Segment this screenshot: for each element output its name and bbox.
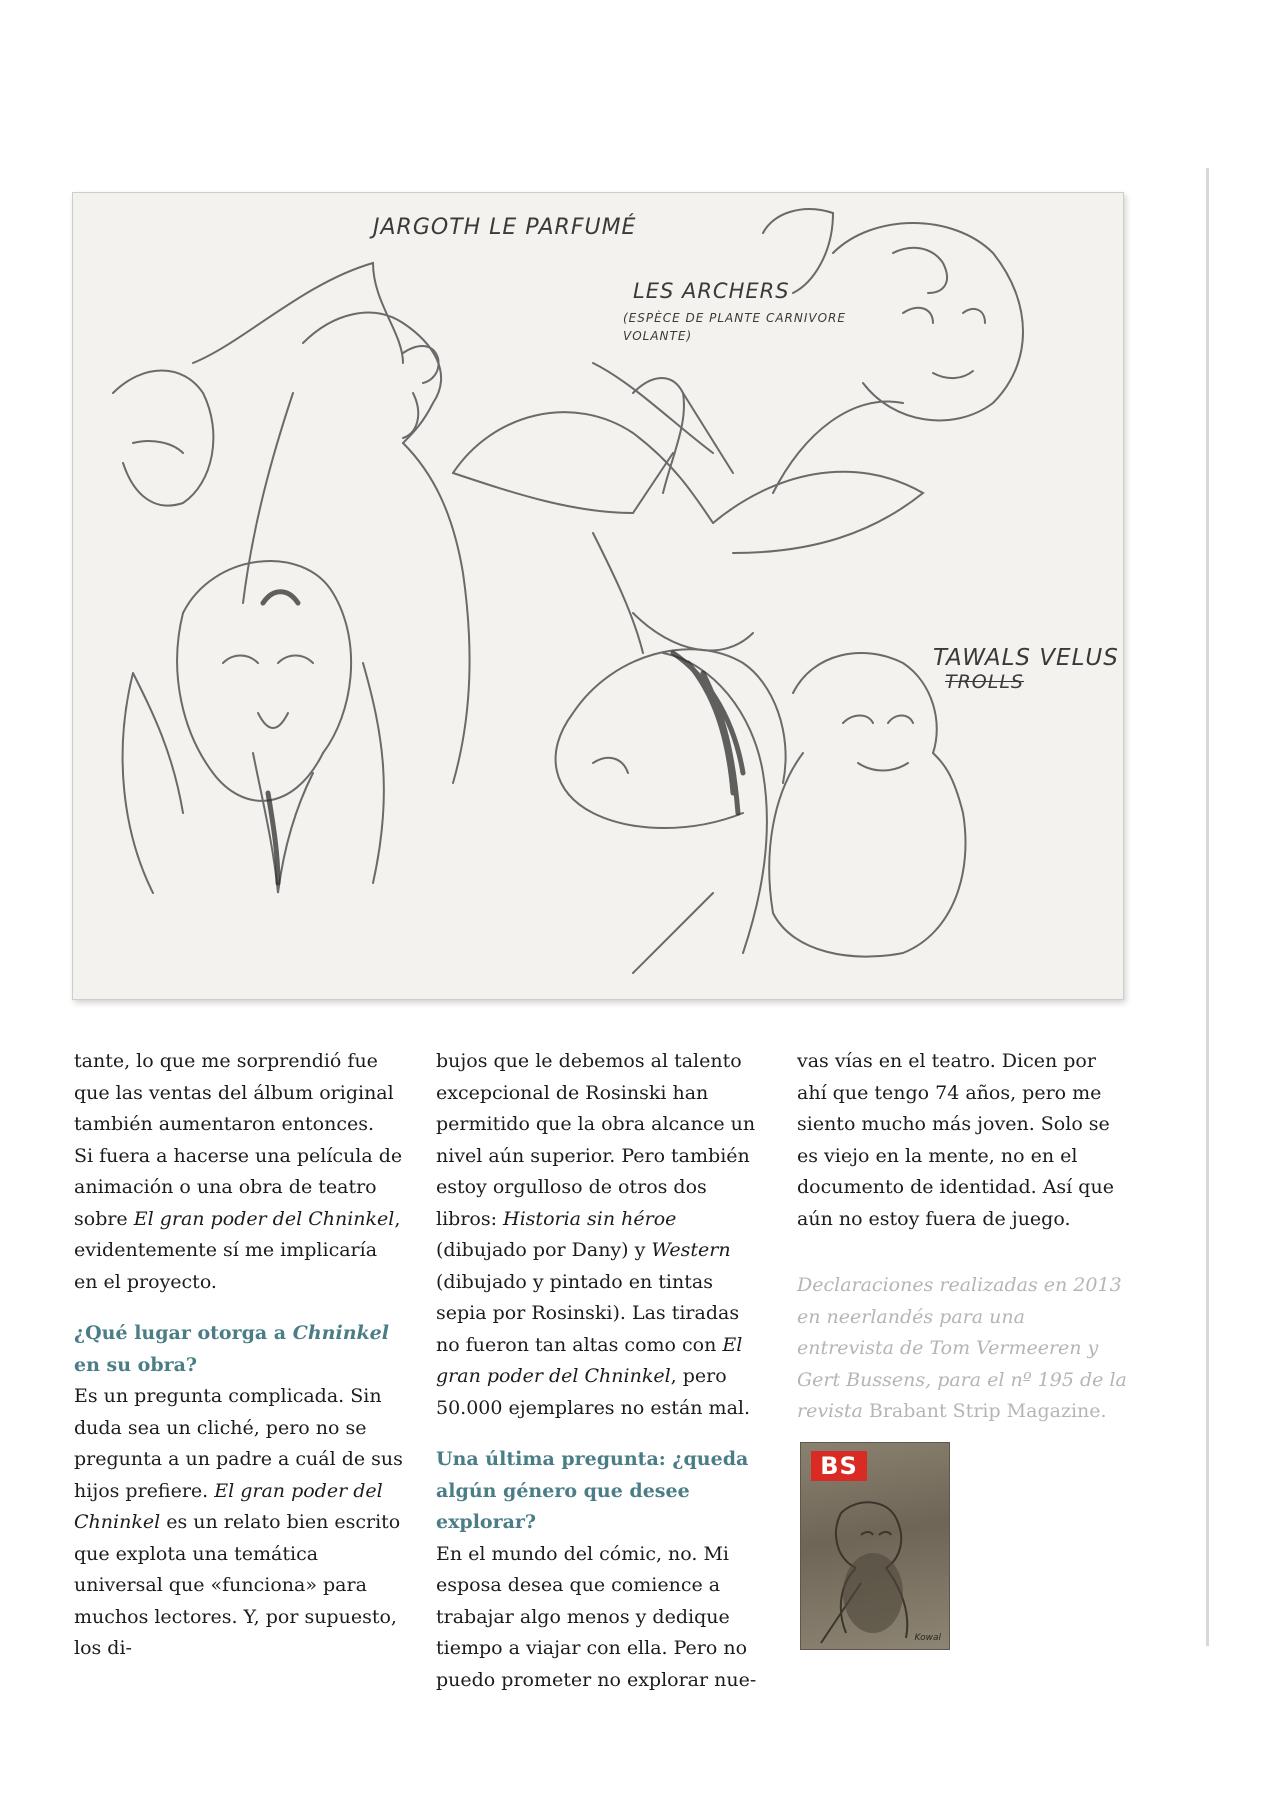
sketch-drawing — [73, 193, 1123, 999]
artist-signature: Kowal — [914, 1633, 941, 1643]
sketch-note-archers: LES ARCHERS — [633, 279, 790, 303]
book-title: Historia sin héroe — [503, 1207, 677, 1230]
text-run: Es un pregunta complicada. Sin duda sea un cliché, pero no se pregunta a un padre a cuál de sus hijos prefiere. — [74, 1385, 403, 1502]
magazine-logo: BS — [811, 1451, 867, 1481]
pencil-sketch-illustration — [72, 192, 1124, 1000]
text-column-2 — [436, 1046, 766, 1696]
source-caption — [797, 1270, 1127, 1428]
paragraph: vas vías en el teatro. Dicen por ahí que tengo 74 años, pero me siento mucho más joven. Solo se es viejo en la mente, no en el documento de identidad. Así que aún no estoy fuera de juego. — [797, 1050, 1114, 1230]
sketch-note-archers-sub: (ESPÈCE DE PLANTE CARNIVORE VOLANTE) — [623, 311, 846, 343]
paragraph: En el mundo del cómic, no. Mi esposa desea que comience a trabajar algo menos y dedique tiempo a viajar con ella. Pero no puedo prometer no explorar nue- — [436, 1542, 757, 1691]
sketch-note-tawals: TAWALS VELUS — [933, 645, 1119, 671]
paragraph — [74, 1381, 404, 1665]
text-run: en su obra? — [74, 1353, 198, 1376]
paragraph — [436, 1046, 766, 1424]
text-run: ¿Qué lugar otorga a — [74, 1322, 293, 1344]
page-edge — [1206, 168, 1209, 1646]
text-run: , evidentemente sí me implicaría en el proyecto. — [74, 1207, 401, 1293]
text-run: bujos que le debemos al talento excepcional de Rosinski han permitido que la obra alcance un nivel aún superior. Pero también estoy orgulloso de otros dos libros: — [436, 1050, 756, 1230]
caption-text: Declaraciones realizadas en 2013 en neerlandés para una entrevista de Tom Vermeeren y Gert Bussens, para el nº 195 de la revista — [797, 1274, 1127, 1422]
magazine-name: Brabant Strip Magazine. — [868, 1400, 1107, 1422]
interview-question: Una última pregunta: ¿queda algún género que desee explorar? — [436, 1448, 749, 1533]
text-run: , pero 50.000 ejemplares no están mal. — [436, 1365, 751, 1419]
magazine-cover-thumbnail — [800, 1442, 950, 1650]
paragraph — [74, 1046, 404, 1298]
sketch-note-jargoth: JARGOTH LE PARFUMÉ — [373, 215, 637, 240]
book-title: El gran poder del Chninkel — [436, 1333, 743, 1387]
magazine-tagline-bar — [811, 1483, 931, 1491]
book-title: Chninkel — [292, 1322, 389, 1344]
book-title: El gran poder del Chninkel — [74, 1479, 383, 1533]
text-run: (dibujado y pintado en tintas sepia por Rosinski). Las tiradas no fueron tan altas como con — [436, 1270, 740, 1356]
book-title: El gran poder del Chninkel — [133, 1207, 395, 1230]
book-title: Western — [651, 1239, 731, 1261]
sketch-note-trolls-crossed: TROLLS — [945, 671, 1024, 693]
text-column-1 — [74, 1046, 404, 1665]
text-run: tante, lo que me sorprendió fue que las ventas del álbum original también aumentaron entonces. — [74, 1050, 394, 1135]
interview-question — [74, 1318, 404, 1381]
text-run: (dibujado por Dany) y — [436, 1239, 652, 1261]
text-run: es un relato bien escrito que explota una temática universal que «funciona» para muchos lectores. Y, por supuesto, los di- — [74, 1511, 401, 1659]
text-column-3 — [797, 1046, 1127, 1235]
text-run: Si fuera a hacerse una película de animación o una obra de teatro sobre — [74, 1144, 403, 1230]
